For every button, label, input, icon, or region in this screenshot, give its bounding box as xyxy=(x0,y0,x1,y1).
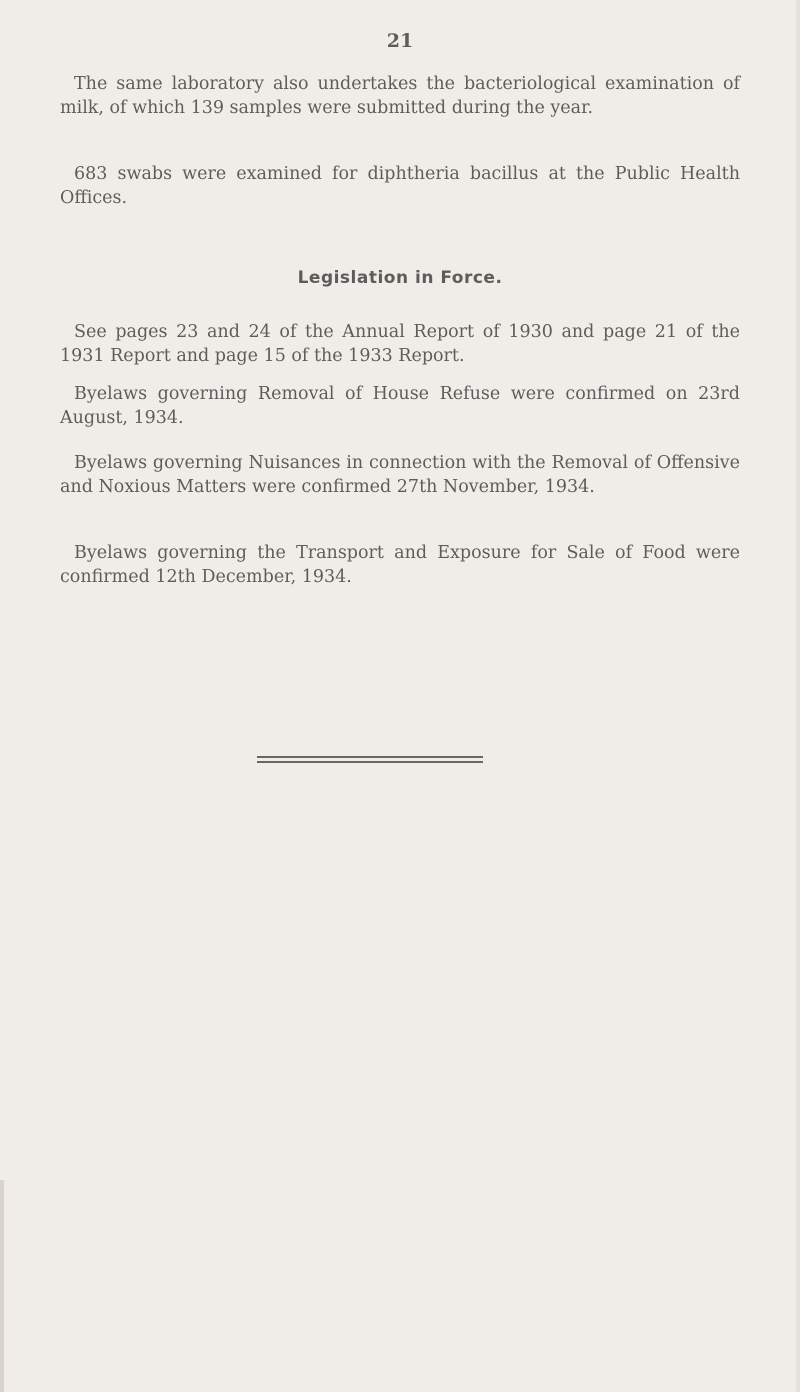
paragraph-see-pages: See pages 23 and 24 of the Annual Report of 1930 and page 21 of the 1931 Report and page 15 of the 1933 Report. xyxy=(60,322,740,366)
paragraph-byelaws-refuse: Byelaws governing Removal of House Refuse were confirmed on 23rd August, 1934. xyxy=(60,384,740,428)
paragraph-byelaws-food: Byelaws governing the Transport and Exposure for Sale of Food were confirmed 12th December, 1934. xyxy=(60,543,740,587)
paragraph-swabs: 683 swabs were examined for diphtheria bacillus at the Public Health Offices. xyxy=(60,164,740,208)
paragraph-byelaws-nuisances: Byelaws governing Nuisances in connection with the Removal of Offensive and Noxious Matters were confirmed 27th November, 1934. xyxy=(60,453,740,497)
divider-rule-top xyxy=(257,756,483,758)
divider-rule-bottom xyxy=(257,761,483,763)
page-number: 21 xyxy=(386,30,414,52)
section-heading: Legislation in Force. xyxy=(297,268,503,288)
paragraph-milk-examination: The same laboratory also undertakes the bacteriological examination of milk, of which 139 samples were submitted during the year. xyxy=(60,74,740,118)
